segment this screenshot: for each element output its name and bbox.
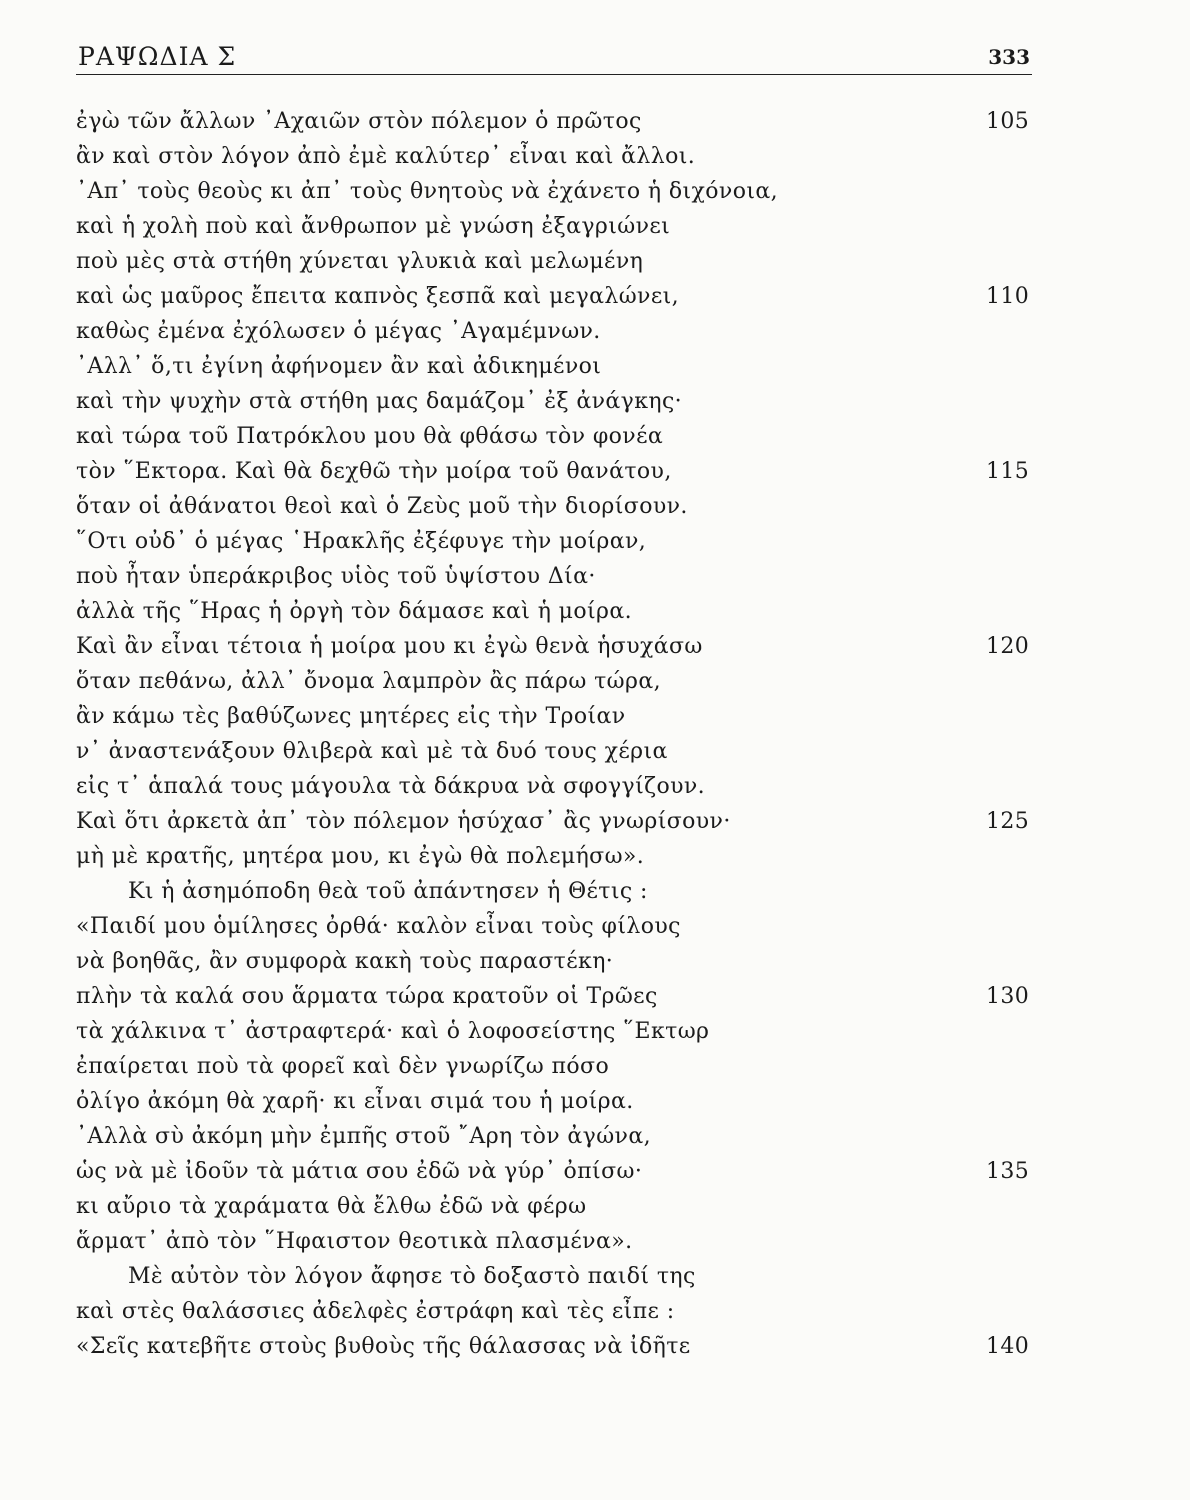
verse-block xyxy=(76,104,1036,1364)
verse-text: ὀλίγο ἀκόμη θὰ χαρῆ· κι εἶναι σιμά του ἡ μοίρα. xyxy=(76,1089,634,1114)
verse-text: «Παιδί μου ὁμίλησες ὀρθά· καλὸν εἶναι τοὺς φίλους xyxy=(76,914,681,939)
verse-line xyxy=(76,559,1036,594)
verse-text: ὅταν οἱ ἀθάνατοι θεοὶ καὶ ὁ Ζεὺς μοῦ τὴν διορίσουν. xyxy=(76,494,688,519)
line-number: 110 xyxy=(986,284,1030,309)
verse-line xyxy=(76,1084,1036,1119)
page-number: 333 xyxy=(988,45,1030,69)
verse-line xyxy=(76,209,1036,244)
verse-line xyxy=(76,1329,1036,1364)
verse-line xyxy=(76,104,1036,139)
verse-text: ποὺ μὲς στὰ στήθη χύνεται γλυκιὰ καὶ μελωμένη xyxy=(76,249,644,274)
header-rule xyxy=(76,74,1032,75)
verse-line xyxy=(76,909,1036,944)
verse-text: καὶ τώρα τοῦ Πατρόκλου μου θὰ φθάσω τὸν φονέα xyxy=(76,424,664,449)
line-number: 130 xyxy=(986,984,1030,1009)
verse-line xyxy=(76,1154,1036,1189)
verse-line xyxy=(76,664,1036,699)
verse-text: ῞Οτι οὐδ᾿ ὁ μέγας ῾Ηρακλῆς ἐξέφυγε τὴν μοίραν, xyxy=(76,529,647,554)
verse-text: πλὴν τὰ καλά σου ἅρματα τώρα κρατοῦν οἱ Τρῶες xyxy=(76,984,658,1009)
line-number: 140 xyxy=(986,1334,1030,1359)
verse-line xyxy=(76,454,1036,489)
verse-text: Καὶ ἂν εἶναι τέτοια ἡ μοίρα μου κι ἐγὼ θενὰ ἡσυχάσω xyxy=(76,634,703,659)
line-number: 105 xyxy=(986,109,1030,134)
verse-line xyxy=(76,139,1036,174)
verse-line xyxy=(76,594,1036,629)
verse-text: Μὲ αὐτὸν τὸν λόγον ἄφησε τὸ δοξαστὸ παιδί της xyxy=(128,1264,696,1289)
verse-text: ν᾿ ἀναστενάξουν θλιβερὰ καὶ μὲ τὰ δυό τους χέρια xyxy=(76,739,668,764)
line-number: 115 xyxy=(986,459,1030,484)
verse-line xyxy=(76,279,1036,314)
verse-text: καὶ στὲς θαλάσσιες ἀδελφὲς ἐστράφη καὶ τὲς εἶπε : xyxy=(76,1299,675,1324)
verse-text: ᾿Απ᾿ τοὺς θεοὺς κι ἀπ᾿ τοὺς θνητοὺς νὰ ἐχάνετο ἡ διχόνοια, xyxy=(76,179,779,204)
verse-text: εἰς τ᾿ ἁπαλά τους μάγουλα τὰ δάκρυα νὰ σφογγίζουν. xyxy=(76,774,706,799)
verse-text: «Σεῖς κατεβῆτε στοὺς βυθοὺς τῆς θάλασσας νὰ ἰδῆτε xyxy=(76,1334,691,1359)
line-number: 125 xyxy=(986,809,1030,834)
verse-text: τὰ χάλκινα τ᾿ ἀστραφτερά· καὶ ὁ λοφοσείστης ῞Εκτωρ xyxy=(76,1019,710,1044)
verse-text: ἂν κάμω τὲς βαθύζωνες μητέρες εἰς τὴν Τροίαν xyxy=(76,704,626,729)
verse-line xyxy=(76,1224,1036,1259)
verse-line xyxy=(76,874,1036,909)
verse-text: καὶ τὴν ψυχὴν στὰ στήθη μας δαμάζομ᾿ ἐξ ἀνάγκης· xyxy=(76,389,683,414)
verse-line xyxy=(76,174,1036,209)
verse-text: ᾿Αλλὰ σὺ ἀκόμη μὴν ἐμπῆς στοῦ ῎Αρη τὸν ἀγώνα, xyxy=(76,1124,651,1149)
verse-text: ἐγὼ τῶν ἄλλων ᾿Αχαιῶν στὸν πόλεμον ὁ πρῶτος xyxy=(76,109,642,134)
verse-line xyxy=(76,769,1036,804)
verse-text: καθὼς ἐμένα ἐχόλωσεν ὁ μέγας ᾿Αγαμέμνων. xyxy=(76,319,601,344)
verse-text: Κι ἡ ἀσημόποδη θεὰ τοῦ ἀπάντησεν ἡ Θέτις : xyxy=(128,879,648,904)
verse-text: ᾿Αλλ᾿ ὅ,τι ἐγίνη ἀφήνομεν ἂν καὶ ἀδικημένοι xyxy=(76,354,602,379)
line-number: 135 xyxy=(986,1159,1030,1184)
verse-text: Καὶ ὅτι ἀρκετὰ ἀπ᾿ τὸν πόλεμον ἡσύχασ᾿ ἂς γνωρίσουν· xyxy=(76,809,731,834)
verse-text: νὰ βοηθᾶς, ἂν συμφορὰ κακὴ τοὺς παραστέκη· xyxy=(76,949,614,974)
verse-text: καὶ ὡς μαῦρος ἔπειτα καπνὸς ξεσπᾶ καὶ μεγαλώνει, xyxy=(76,284,680,309)
verse-line xyxy=(76,944,1036,979)
verse-line xyxy=(76,1119,1036,1154)
verse-text: καὶ ἡ χολὴ ποὺ καὶ ἄνθρωπον μὲ γνώση ἐξαγριώνει xyxy=(76,214,671,239)
verse-line xyxy=(76,244,1036,279)
verse-text: ὡς νὰ μὲ ἰδοῦν τὰ μάτια σου ἐδῶ νὰ γύρ᾿ ὀπίσω· xyxy=(76,1159,643,1184)
verse-line xyxy=(76,384,1036,419)
verse-text: ποὺ ἦταν ὑπεράκριβος υἱὸς τοῦ ὑψίστου Δία· xyxy=(76,564,596,589)
verse-text: ἐπαίρεται ποὺ τὰ φορεῖ καὶ δὲν γνωρίζω πόσο xyxy=(76,1054,610,1079)
verse-text: μὴ μὲ κρατῆς, μητέρα μου, κι ἐγὼ θὰ πολεμήσω». xyxy=(76,844,645,869)
verse-text: τὸν ῞Εκτορα. Καὶ θὰ δεχθῶ τὴν μοίρα τοῦ θανάτου, xyxy=(76,459,672,484)
verse-line xyxy=(76,699,1036,734)
verse-text: ἀλλὰ τῆς ῞Ηρας ἡ ὀργὴ τὸν δάμασε καὶ ἡ μοίρα. xyxy=(76,599,633,624)
verse-line xyxy=(76,349,1036,384)
verse-line xyxy=(76,629,1036,664)
verse-line xyxy=(76,1294,1036,1329)
verse-text: ἂν καὶ στὸν λόγον ἀπὸ ἐμὲ καλύτερ᾿ εἶναι καὶ ἄλλοι. xyxy=(76,144,696,169)
line-number: 120 xyxy=(986,634,1030,659)
verse-line xyxy=(76,804,1036,839)
verse-text: ὅταν πεθάνω, ἀλλ᾿ ὄνομα λαμπρὸν ἂς πάρω τώρα, xyxy=(76,669,661,694)
verse-line xyxy=(76,1189,1036,1224)
verse-line xyxy=(76,1014,1036,1049)
verse-line xyxy=(76,734,1036,769)
running-title: ΡΑΨΩΔΙΑ Σ xyxy=(78,42,237,71)
verse-text: κι αὔριο τὰ χαράματα θὰ ἔλθω ἐδῶ νὰ φέρω xyxy=(76,1194,587,1219)
verse-text: ἅρματ᾿ ἀπὸ τὸν ῞Ηφαιστον θεοτικὰ πλασμένα». xyxy=(76,1229,633,1254)
verse-line xyxy=(76,314,1036,349)
verse-line xyxy=(76,524,1036,559)
verse-line xyxy=(76,839,1036,874)
verse-line xyxy=(76,489,1036,524)
verse-line xyxy=(76,419,1036,454)
verse-line xyxy=(76,979,1036,1014)
verse-line xyxy=(76,1259,1036,1294)
verse-line xyxy=(76,1049,1036,1084)
